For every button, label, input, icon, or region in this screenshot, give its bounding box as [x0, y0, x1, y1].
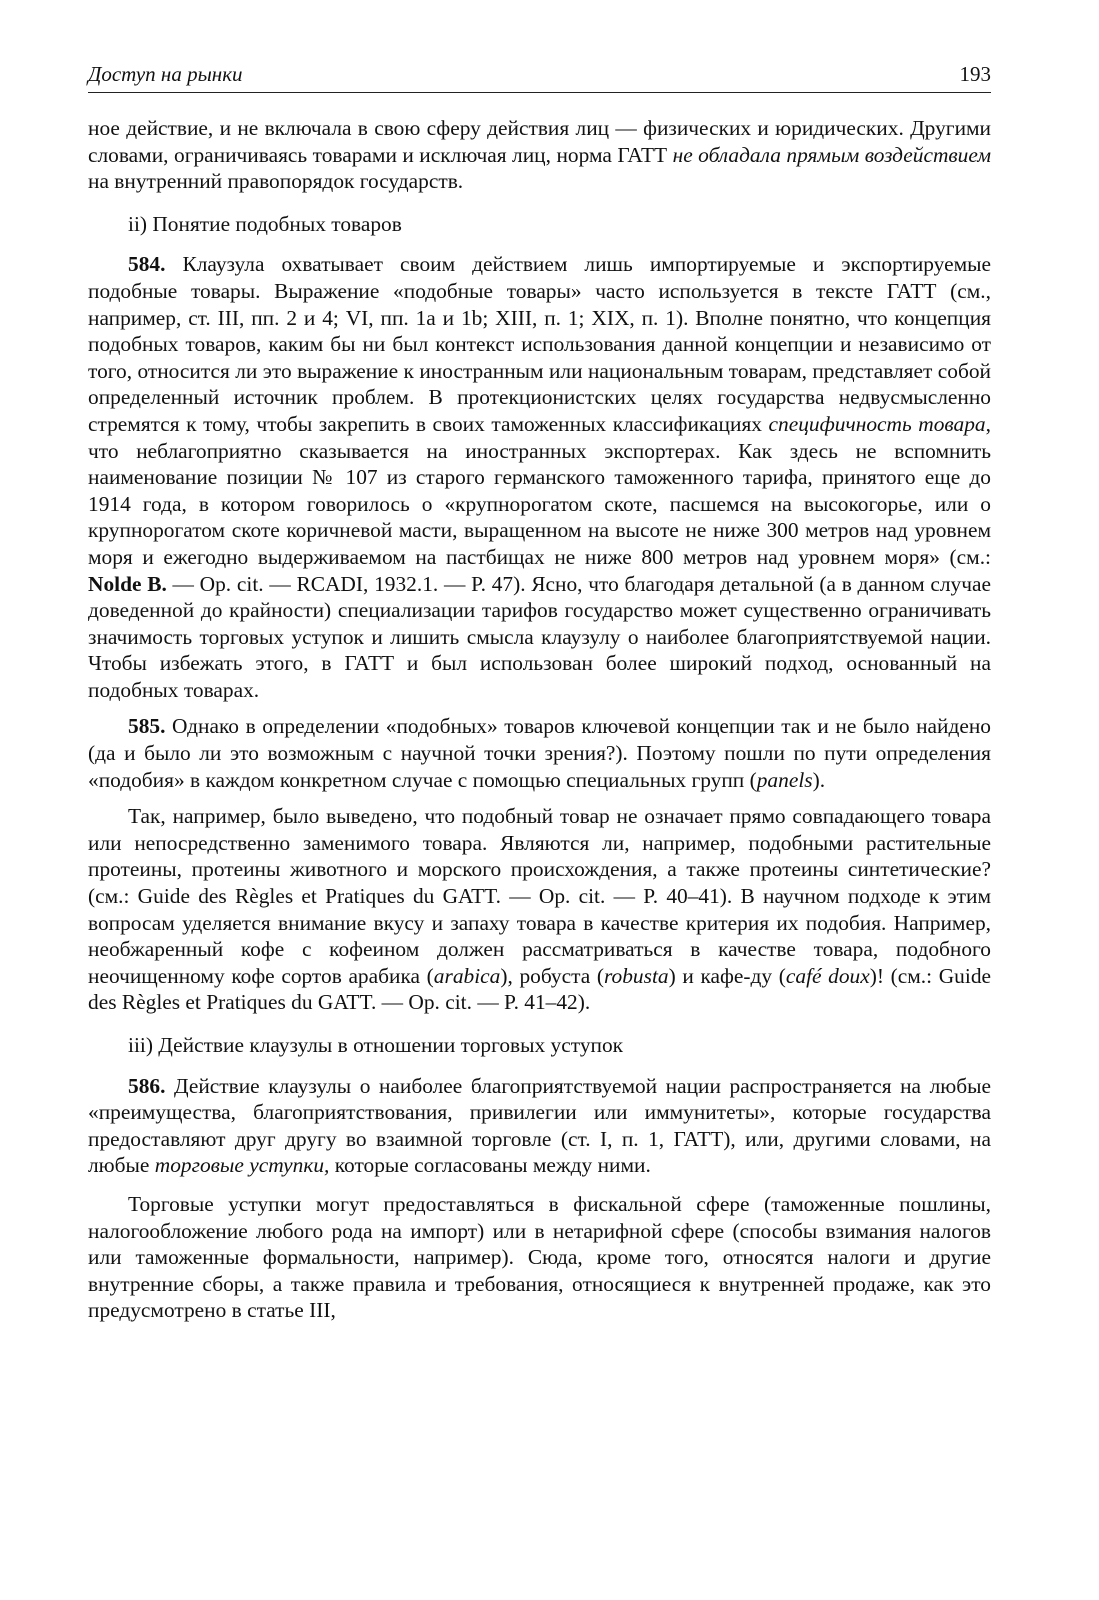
text-run: ). — [812, 767, 826, 792]
running-head: Доступ на рынки — [88, 62, 243, 86]
paragraph-number: 584. — [128, 252, 166, 277]
italic-run: robusta — [604, 963, 669, 988]
paragraph-number: 585. — [128, 714, 166, 739]
text-run: Клаузула охватывает своим действием лишь импортируемые и экспортируемые подобные товары. Выражение «подобные товары» часто используется в тексте ГАТТ (см., например, ст. III, пп. 2 и 4; VI, пп. 1а и 1b; XIII, п. 1; XIX, п. 1). Вполне понятно, что концепция подобных товаров, каким бы ни был контекст использования данной концепции и независимо от того, относится ли это выражение к иностранным или национальным товарам, представляет собой определенный источник проблем. В протекционистских целях государства недвусмысленно стремятся к тому, чтобы закрепить в своих таможенных классификациях — [88, 252, 991, 436]
text-run: )! (см.: Guide des Règles et Pratiques du GATT. — Op. cit. — P. 41–42). — [88, 963, 992, 1015]
italic-run: café doux — [785, 963, 870, 988]
italic-run: не обладала прямым воздействием — [672, 142, 991, 167]
italic-run: торговые уступки, — [154, 1153, 330, 1178]
text-run: Так, например, было выведено, что подобный товар не означает прямо совпадающего товара или непосредственно заменимого товара. Являются ли, например, подобными растительные протеины, протеины животного и морского происхождения, а также протеины синтетические? (см.: Guide des Règles et Pratiques du GATT. — Op. cit. — P. 40–41). В научном подходе к этим вопросам уделяется внимание вкусу и запаху товара в качестве критерия их подобия. Например, необжаренный кофе с кофеином должен рассматриваться в качестве товара, подобного неочищенному кофе сортов арабика ( — [88, 804, 991, 988]
paragraph-number: 586. — [128, 1073, 166, 1098]
text-run: на внутренний правопорядок государств. — [88, 169, 464, 194]
page-body — [88, 115, 991, 1324]
page-header — [88, 58, 991, 93]
text-run: которые согласованы между ними. — [329, 1153, 651, 1178]
text-run: ), робуста ( — [500, 963, 604, 988]
paragraph-586-continued — [88, 1191, 991, 1324]
text-run: , что неблагоприятно сказывается на иностранных экспортерах. Как здесь не вспомнить наименование позиции № 107 из старого германского таможенного тарифа, принятого еще до 1914 года, в котором говорилось о «крупнорогатом скоте, пасшемся на высокогорье, или о крупнорогатом скоте коричневой масти, выращенном на высоте не ниже 300 метров над уровнем моря и ежегодно выдерживаемом на пастбищах не ниже 800 метров над уровнем моря» (см.: — [88, 411, 991, 569]
text-run: — Op. cit. — RCADI, 1932.1. — P. 47). Ясно, что благодаря детальной (а в данном случае доведенной до крайности) специализации тарифов государство может существенно ограничивать значимость торговых уступок и лишить смысла клаузулу о наиболее благоприятствуемой нации. Чтобы избежать этого, в ГАТТ и был использован более широкий подход, основанный на подобных товарах. — [88, 571, 991, 702]
text-run: Действие клаузулы о наиболее благоприятствуемой нации распространяется на любые «преимущества, благоприятствования, привилегии или иммунитеты», которые государства предоставляют друг другу во взаимной торговле (ст. I, п. 1, ГАТТ), или, другими словами, на любые — [88, 1073, 991, 1178]
subheading-trade-concessions: iii) Действие клаузулы в отношении торговых уступок — [128, 1033, 624, 1057]
paragraph-585 — [88, 713, 991, 793]
text-run: Торговые уступки могут предоставляться в фискальной сфере (таможенные пошлины, налогообложение любого рода на импорт) или в нетарифной сфере (способы взимания налогов или таможенные формальности, например). Сюда, кроме того, относятся налоги и другие внутренние сборы, а также правила и требования, относящиеся к внутренней продаже, как это предусмотрено в статье III, — [88, 1191, 991, 1323]
subheading-like-goods: ii) Понятие подобных товаров — [128, 211, 402, 236]
author-name: Nolde B. — [88, 571, 167, 596]
page-number: 193 — [959, 62, 991, 86]
paragraph-584 — [88, 251, 991, 703]
italic-run: специфичность товара — [768, 411, 986, 436]
page — [88, 58, 991, 1324]
paragraph-585-continued — [88, 803, 991, 1016]
italic-run: arabica — [433, 963, 501, 988]
text-run: ) и кафе-ду ( — [668, 963, 786, 988]
paragraph-586 — [88, 1073, 991, 1179]
text-run: ное действие, и не включала в свою сферу действия лиц — физических и юридических. Другими словами, ограничиваясь товарами и исключая лиц, норма ГАТТ — [88, 116, 991, 167]
text-run: Однако в определении «подобных» товаров ключевой концепции так и не было найдено (да и было ли это возможным с научной точки зрения?). Поэтому пошли по пути определения «подобия» в каждом конкретном случае с помощью специальных групп ( — [88, 714, 991, 792]
paragraph-continued — [88, 115, 991, 195]
italic-run: panels — [756, 767, 813, 792]
